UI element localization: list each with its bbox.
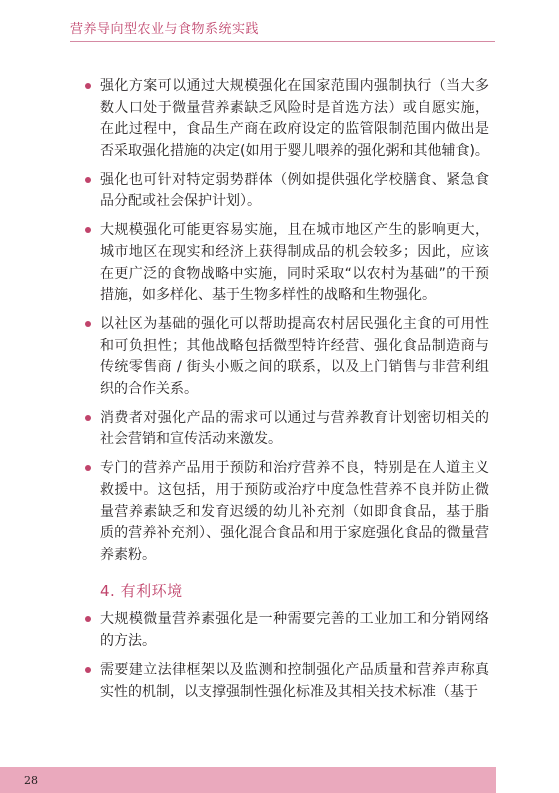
bullet-dot-icon [85, 415, 91, 421]
header-rule [70, 41, 495, 42]
bullet-dot-icon [85, 667, 91, 673]
bullet-dot-icon [85, 83, 91, 89]
list-item: 专门的营养产品用于预防和治疗营养不良，特别是在人道主义救援中。这包括，用于预防或治疗中度急性营养不良并防止微量营养素缺乏和发育迟缓的幼儿补充剂（如即食食品，基于脂质的营养补充剂）、强化混合食品和用于家庭强化食品的微量营养素粉。 [86, 458, 489, 566]
footer-bar [0, 767, 496, 793]
list-item: 大规模微量营养素强化是一种需要完善的工业加工和分销网络的方法。 [86, 609, 489, 652]
page-number: 28 [24, 774, 38, 787]
list-item: 需要建立法律框架以及监测和控制强化产品质量和营养声称真实性的机制，以支撑强制性强化标准及其相关技术标准（基于 [86, 660, 489, 703]
bullet-dot-icon [85, 227, 91, 233]
running-header: 营养导向型农业与食物系统实践 [70, 22, 260, 37]
page-body [86, 76, 489, 711]
bullet-dot-icon [85, 616, 91, 622]
section-heading: 4. 有利环境 [100, 582, 183, 601]
bullet-dot-icon [85, 321, 91, 327]
list-item: 大规模强化可能更容易实施，且在城市地区产生的影响更大，城市地区在现实和经济上获得制成品的机会较多；因此，应该在更广泛的食物战略中实施，同时采取“以农村为基础”的干预措施，如多样化、基于生物多样性的战略和生物强化。 [86, 220, 489, 306]
bullet-list-enabling-environment [86, 609, 489, 703]
bullet-dot-icon [85, 177, 91, 183]
list-item: 以社区为基础的强化可以帮助提高农村居民强化主食的可用性和可负担性；其他战略包括微型特许经营、强化食品制造商与传统零售商 / 街头小贩之间的联系，以及上门销售与非营利组织的合作关系。 [86, 314, 489, 400]
list-item: 消费者对强化产品的需求可以通过与营养教育计划密切相关的社会营销和宣传活动来激发。 [86, 408, 489, 451]
list-item: 强化也可针对特定弱势群体（例如提供强化学校膳食、紧急食品分配或社会保护计划）。 [86, 170, 489, 213]
list-item: 强化方案可以通过大规模强化在国家范围内强制执行（当大多数人口处于微量营养素缺乏风险时是首选方法）或自愿实施，在此过程中，食品生产商在政府设定的监管限制范围内做出是否采取强化措施的决定(如用于婴儿喂养的强化粥和其他辅食)。 [86, 76, 489, 162]
bullet-list-strategies [86, 76, 489, 566]
bullet-dot-icon [85, 465, 91, 471]
